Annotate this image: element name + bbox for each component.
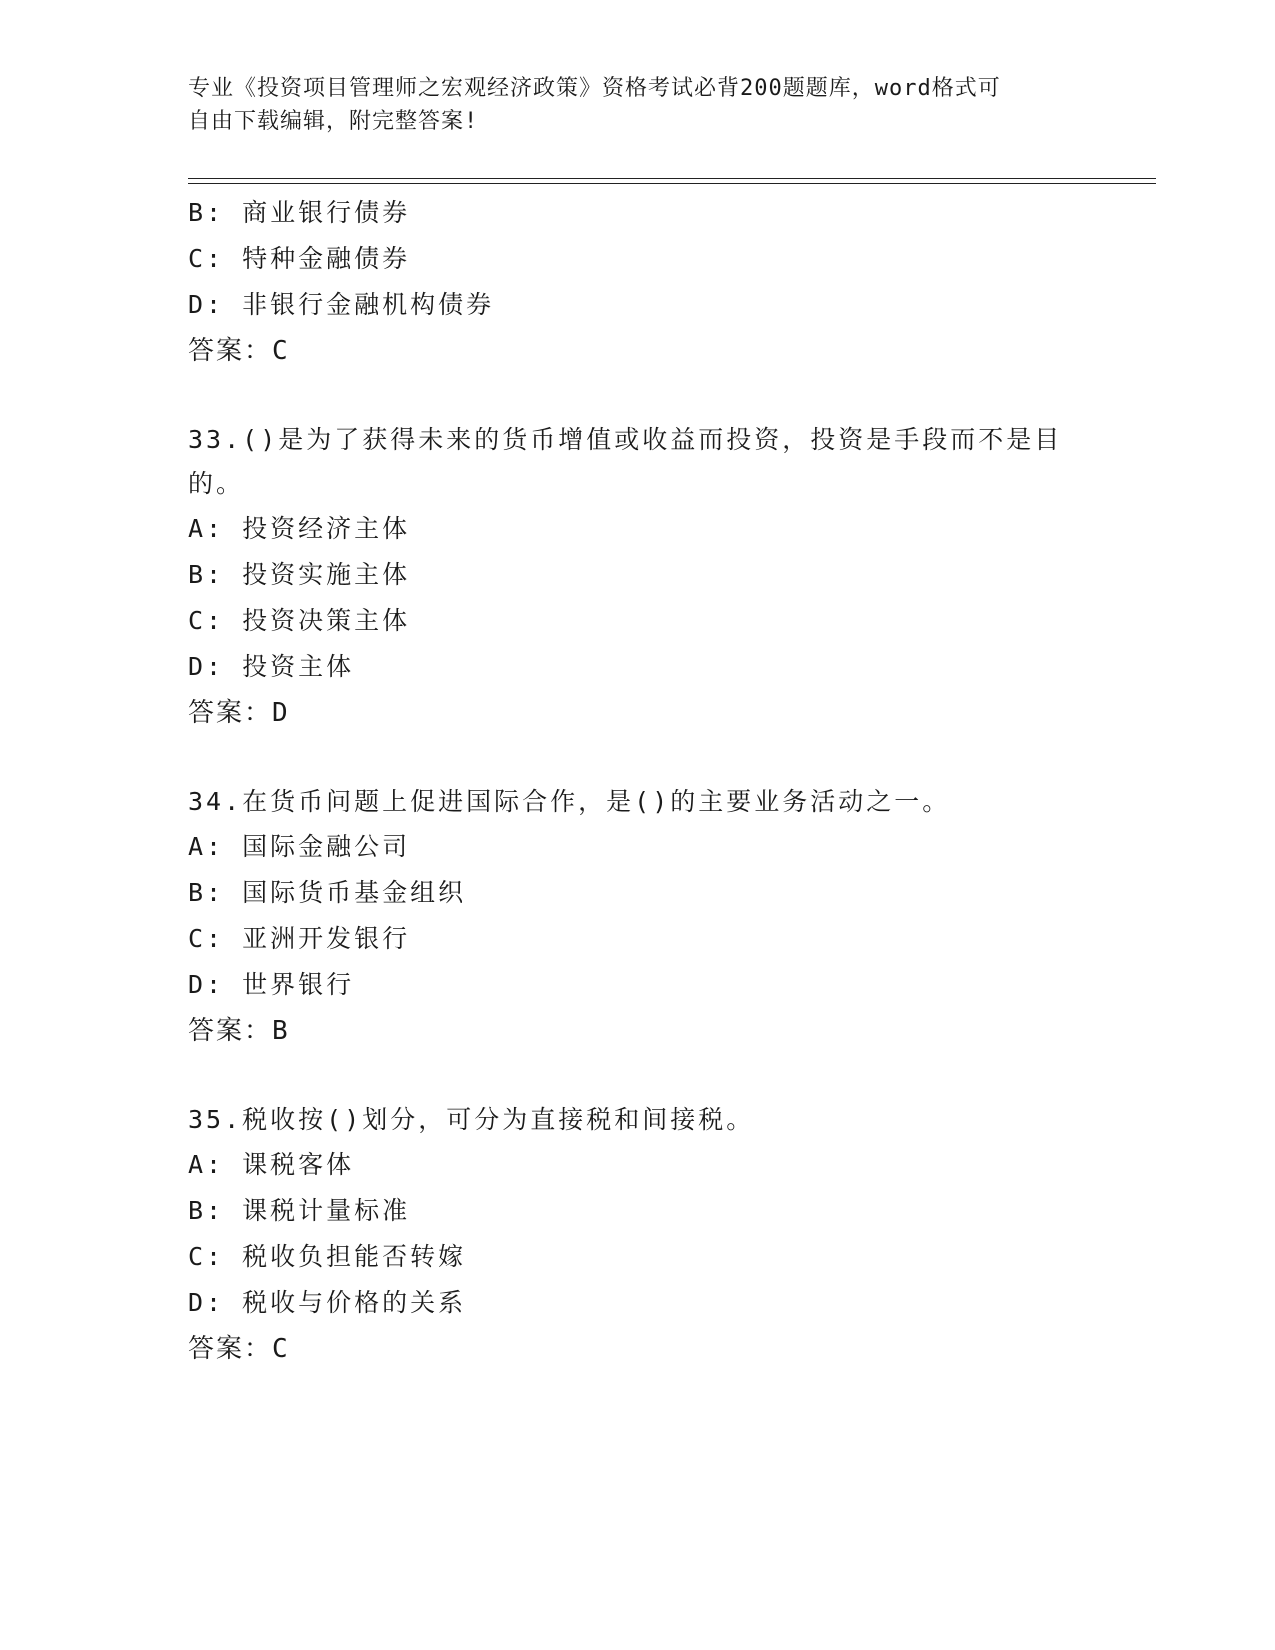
question-stem-line-1: 35.税收按()划分，可分为直接税和间接税。 xyxy=(188,1105,755,1134)
answer-line xyxy=(188,328,1088,374)
question-stem xyxy=(188,780,1088,824)
question-stem xyxy=(188,1098,1088,1142)
answer-label: 答案： xyxy=(188,1016,273,1046)
question-continued xyxy=(188,190,1088,374)
document-header xyxy=(188,72,1068,138)
question-33 xyxy=(188,418,1088,736)
question-stem-line-1: 34.在货币问题上促进国际合作，是()的主要业务活动之一。 xyxy=(188,787,951,816)
header-line-2: 自由下载编辑，附完整答案! xyxy=(188,109,479,134)
option-b: B: 国际货币基金组织 xyxy=(188,878,467,907)
option-a: A: 课税客体 xyxy=(188,1150,355,1179)
question-stem-line-2: 的。 xyxy=(188,469,245,498)
question-stem-line-1: 33.()是为了获得未来的货币增值或收益而投资，投资是手段而不是目 xyxy=(188,425,1063,454)
option-a: A: 投资经济主体 xyxy=(188,514,411,543)
header-divider-top xyxy=(188,178,1156,179)
header-divider-bottom xyxy=(188,183,1156,184)
answer-label: 答案： xyxy=(188,1334,273,1364)
question-list xyxy=(188,190,1088,1372)
answer-value: C xyxy=(272,1334,290,1364)
option-b: B: 课税计量标准 xyxy=(188,1196,411,1225)
answer-value: D xyxy=(272,698,290,728)
option-d: D: 世界银行 xyxy=(188,970,355,999)
option-b: B: 商业银行债券 xyxy=(188,198,411,227)
option-d: D: 非银行金融机构债券 xyxy=(188,290,495,319)
answer-line xyxy=(188,1326,1088,1372)
answer-value: B xyxy=(272,1016,290,1046)
answer-value: C xyxy=(272,336,290,366)
question-stem xyxy=(188,418,1088,506)
header-line-1: 专业《投资项目管理师之宏观经济政策》资格考试必背200题题库，word格式可 xyxy=(188,76,1001,101)
answer-label: 答案： xyxy=(188,698,273,728)
answer-line xyxy=(188,690,1088,736)
question-35 xyxy=(188,1098,1088,1372)
answer-label: 答案： xyxy=(188,336,273,366)
option-d: D: 投资主体 xyxy=(188,652,355,681)
option-b: B: 投资实施主体 xyxy=(188,560,411,589)
option-c: C: 亚洲开发银行 xyxy=(188,924,411,953)
option-c: C: 税收负担能否转嫁 xyxy=(188,1242,467,1271)
option-d: D: 税收与价格的关系 xyxy=(188,1288,467,1317)
question-34 xyxy=(188,780,1088,1054)
option-c: C: 投资决策主体 xyxy=(188,606,411,635)
option-a: A: 国际金融公司 xyxy=(188,832,411,861)
option-c: C: 特种金融债券 xyxy=(188,244,411,273)
answer-line xyxy=(188,1008,1088,1054)
